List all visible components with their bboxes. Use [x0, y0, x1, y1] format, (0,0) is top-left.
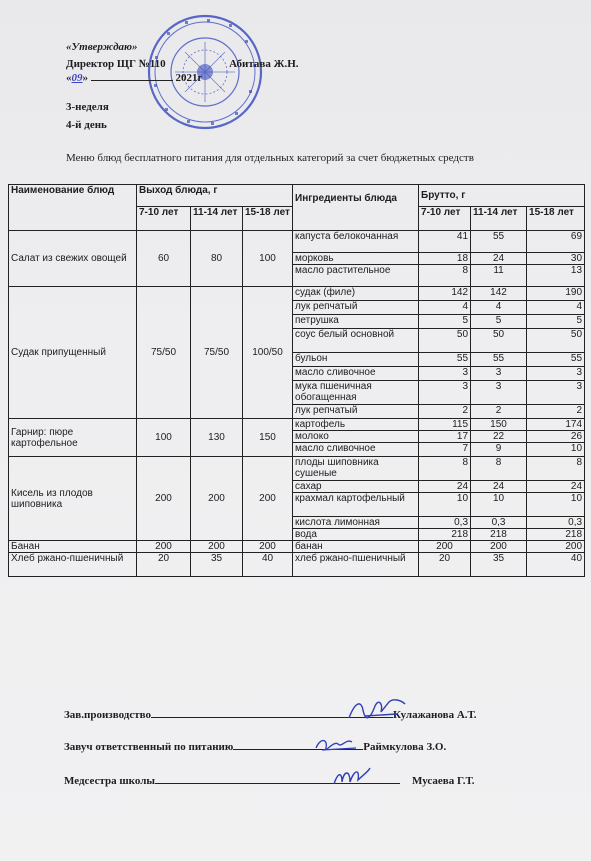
ingredient-name-cell: плоды шиповника сушеные — [293, 457, 419, 481]
brutto-value-cell: 24 — [419, 481, 471, 493]
header-ingredients: Ингредиенты блюда — [293, 185, 419, 231]
signature-name: Раймкулова З.О. — [363, 741, 447, 753]
brutto-value-cell: 3 — [419, 367, 471, 381]
brutto-value-cell: 142 — [419, 287, 471, 301]
brutto-value-cell: 142 — [471, 287, 527, 301]
header-output: Выход блюда, г — [137, 185, 293, 207]
ingredient-name-cell: сахар — [293, 481, 419, 493]
ingredient-name-cell: петрушка — [293, 315, 419, 329]
table-row — [9, 231, 585, 253]
brutto-value-cell: 55 — [471, 353, 527, 367]
dish-name-cell: Кисель из плодов шиповника — [9, 457, 137, 541]
brutto-value-cell: 35 — [471, 553, 527, 577]
week-label: 3-неделя — [66, 101, 109, 113]
menu-title: Меню блюд бесплатного питания для отдельных категорий за счет бюджетных средств — [66, 152, 474, 164]
brutto-value-cell: 0,3 — [527, 517, 585, 529]
brutto-value-cell: 10 — [419, 493, 471, 517]
brutto-value-cell: 200 — [527, 541, 585, 553]
dish-output-cell: 60 — [137, 231, 191, 287]
dish-output-cell: 150 — [243, 419, 293, 457]
dish-output-cell: 130 — [191, 419, 243, 457]
ingredient-name-cell: судак (филе) — [293, 287, 419, 301]
header-brutto-age-11-14: 11-14 лет — [471, 207, 527, 231]
date-day: 09 — [71, 72, 83, 84]
brutto-value-cell: 5 — [471, 315, 527, 329]
ingredient-name-cell: морковь — [293, 253, 419, 265]
brutto-value-cell: 3 — [527, 367, 585, 381]
dish-output-cell: 100/50 — [243, 287, 293, 419]
ingredient-name-cell: лук репчатый — [293, 301, 419, 315]
brutto-value-cell: 8 — [419, 265, 471, 287]
brutto-value-cell: 218 — [527, 529, 585, 541]
ingredient-name-cell: соус белый основной — [293, 329, 419, 353]
ingredient-name-cell: хлеб ржано-пшеничный — [293, 553, 419, 577]
menu-table — [8, 184, 585, 577]
signature-row-nutrition — [64, 741, 446, 753]
brutto-value-cell: 55 — [527, 353, 585, 367]
brutto-value-cell: 0,3 — [471, 517, 527, 529]
ingredient-name-cell: бульон — [293, 353, 419, 367]
dish-name-cell: Судак припущенный — [9, 287, 137, 419]
brutto-value-cell: 30 — [527, 253, 585, 265]
header-output-age-7-10: 7-10 лет — [137, 207, 191, 231]
brutto-value-cell: 218 — [419, 529, 471, 541]
dish-output-cell: 40 — [243, 553, 293, 577]
dish-output-cell: 200 — [243, 541, 293, 553]
brutto-value-cell: 11 — [471, 265, 527, 287]
brutto-value-cell: 24 — [527, 481, 585, 493]
brutto-value-cell: 5 — [419, 315, 471, 329]
brutto-value-cell: 3 — [527, 381, 585, 405]
signature-name: Кулажанова А.Т. — [392, 709, 477, 721]
ingredient-name-cell: вода — [293, 529, 419, 541]
approval-date — [66, 71, 203, 85]
dish-output-cell: 20 — [137, 553, 191, 577]
brutto-value-cell: 17 — [419, 431, 471, 443]
ingredient-name-cell: картофель — [293, 419, 419, 431]
brutto-value-cell: 2 — [471, 405, 527, 419]
dish-output-cell: 100 — [243, 231, 293, 287]
brutto-value-cell: 2 — [419, 405, 471, 419]
brutto-value-cell: 3 — [419, 381, 471, 405]
brutto-value-cell: 150 — [471, 419, 527, 431]
brutto-value-cell: 10 — [527, 493, 585, 517]
brutto-value-cell: 200 — [419, 541, 471, 553]
brutto-value-cell: 200 — [471, 541, 527, 553]
brutto-value-cell: 41 — [419, 231, 471, 253]
ingredient-name-cell: капуста белокочанная — [293, 231, 419, 253]
brutto-value-cell: 50 — [419, 329, 471, 353]
brutto-value-cell: 24 — [471, 253, 527, 265]
header-brutto-age-15-18: 15-18 лет — [527, 207, 585, 231]
brutto-value-cell: 218 — [471, 529, 527, 541]
header-dish-name: Наименование блюд — [9, 185, 137, 231]
header-brutto-age-7-10: 7-10 лет — [419, 207, 471, 231]
brutto-value-cell: 8 — [471, 457, 527, 481]
director-line — [66, 57, 299, 71]
menu-table-body — [9, 231, 585, 577]
dish-name-cell: Гарнир: пюре картофельное — [9, 419, 137, 457]
brutto-value-cell: 9 — [471, 443, 527, 457]
header-output-age-15-18: 15-18 лет — [243, 207, 293, 231]
ingredient-name-cell: кислота лимонная — [293, 517, 419, 529]
handwritten-signature-1 — [345, 696, 409, 726]
ingredient-name-cell: масло сливочное — [293, 367, 419, 381]
dish-output-cell: 75/50 — [137, 287, 191, 419]
ingredient-name-cell: молоко — [293, 431, 419, 443]
ingredient-name-cell: крахмал картофельный — [293, 493, 419, 517]
brutto-value-cell: 8 — [419, 457, 471, 481]
brutto-value-cell: 5 — [527, 315, 585, 329]
dish-name-cell: Банан — [9, 541, 137, 553]
director-name: Абитава Ж.Н. — [229, 58, 299, 70]
ingredient-name-cell: банан — [293, 541, 419, 553]
brutto-value-cell: 26 — [527, 431, 585, 443]
dish-output-cell: 200 — [191, 457, 243, 541]
signature-row-production — [64, 709, 477, 721]
date-quote-close: » — [82, 72, 88, 84]
brutto-value-cell: 3 — [471, 367, 527, 381]
brutto-value-cell: 50 — [527, 329, 585, 353]
brutto-value-cell: 24 — [471, 481, 527, 493]
handwritten-signature-3 — [330, 764, 374, 790]
brutto-value-cell: 3 — [471, 381, 527, 405]
header-brutto: Брутто, г — [419, 185, 585, 207]
table-row — [9, 287, 585, 301]
signature-role: Завуч ответственный по питанию — [64, 741, 234, 753]
brutto-value-cell: 18 — [419, 253, 471, 265]
brutto-value-cell: 4 — [471, 301, 527, 315]
signature-name: Мусаева Г.Т. — [411, 775, 475, 787]
brutto-value-cell: 10 — [527, 443, 585, 457]
approval-label: «Утверждаю» — [66, 41, 138, 53]
dish-output-cell: 200 — [137, 541, 191, 553]
director-title: Директор ЩГ №110 — [66, 58, 166, 70]
table-row — [9, 457, 585, 481]
dish-output-cell: 200 — [137, 457, 191, 541]
brutto-value-cell: 50 — [471, 329, 527, 353]
brutto-value-cell: 0,3 — [419, 517, 471, 529]
brutto-value-cell: 40 — [527, 553, 585, 577]
ingredient-name-cell: масло растительное — [293, 265, 419, 287]
brutto-value-cell: 13 — [527, 265, 585, 287]
brutto-value-cell: 22 — [471, 431, 527, 443]
brutto-value-cell: 2 — [527, 405, 585, 419]
ingredient-name-cell: лук репчатый — [293, 405, 419, 419]
date-quote-open: « — [66, 72, 72, 84]
dish-output-cell: 80 — [191, 231, 243, 287]
brutto-value-cell: 4 — [419, 301, 471, 315]
ingredient-name-cell: мука пшеничная обогащенная — [293, 381, 419, 405]
brutto-value-cell: 69 — [527, 231, 585, 253]
dish-output-cell: 200 — [191, 541, 243, 553]
signature-role: Медсестра школы — [64, 775, 155, 787]
dish-output-cell: 200 — [243, 457, 293, 541]
brutto-value-cell: 55 — [419, 353, 471, 367]
dish-output-cell: 75/50 — [191, 287, 243, 419]
brutto-value-cell: 55 — [471, 231, 527, 253]
dish-output-cell: 35 — [191, 553, 243, 577]
signature-row-nurse — [64, 775, 474, 787]
brutto-value-cell: 10 — [471, 493, 527, 517]
handwritten-signature-2 — [312, 734, 360, 756]
brutto-value-cell: 190 — [527, 287, 585, 301]
day-label: 4-й день — [66, 119, 107, 131]
date-year: 2021г — [175, 72, 203, 84]
table-row — [9, 541, 585, 553]
dish-output-cell: 100 — [137, 419, 191, 457]
table-row — [9, 553, 585, 577]
ingredient-name-cell: масло сливочное — [293, 443, 419, 457]
header-output-age-11-14: 11-14 лет — [191, 207, 243, 231]
brutto-value-cell: 20 — [419, 553, 471, 577]
brutto-value-cell: 7 — [419, 443, 471, 457]
signature-role: Зав.производство — [64, 709, 151, 721]
dish-name-cell: Салат из свежих овощей — [9, 231, 137, 287]
brutto-value-cell: 174 — [527, 419, 585, 431]
table-row — [9, 419, 585, 431]
brutto-value-cell: 4 — [527, 301, 585, 315]
brutto-value-cell: 115 — [419, 419, 471, 431]
brutto-value-cell: 8 — [527, 457, 585, 481]
dish-name-cell: Хлеб ржано-пшеничный — [9, 553, 137, 577]
